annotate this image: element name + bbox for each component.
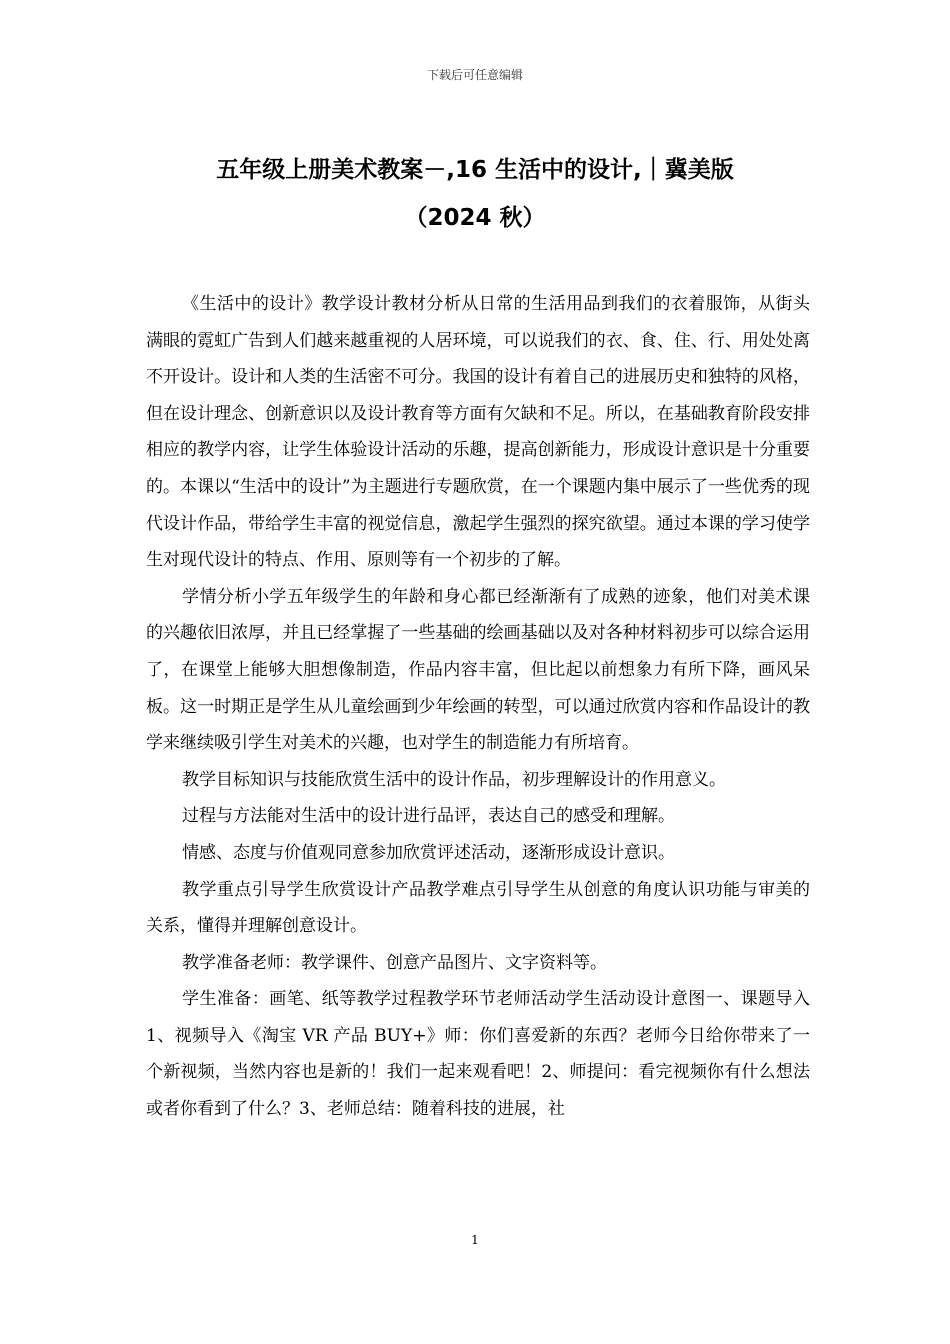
paragraph-material-analysis: 《生活中的设计》教学设计教材分析从日常的生活用品到我们的衣着服饰，从街头满眼的霓虹广告到人们越来越重视的人居环境，可以说我们的衣、食、住、行、用处处离不开设计。设计和人类的生活密不可分。我国的设计有着自己的进展历史和独特的风格，但在设计理念、创新意识以及设计教育等方面有欠缺和不足。所以，在基础教育阶段安排相应的教学内容，让学生体验设计活动的乐趣，提高创新能力，形成设计意识是十分重要的。本课以“生活中的设计”为主题进行专题欣赏，在一个课题内集中展示了一些优秀的现代设计作品，带给学生丰富的视觉信息，激起学生强烈的探究欲望。通过本课的学习使学生对现代设计的特点、作用、原则等有一个初步的了解。 xyxy=(146,294,810,571)
header-note: 下载后可任意编辑 xyxy=(426,68,523,82)
document-body xyxy=(146,286,810,1128)
paragraph-student-prep: 学生准备：画笔、纸等教学过程教学环节老师活动学生活动设计意图一、课题导入 1、视频导入《淘宝 VR 产品 BUY+》师：你们喜爱新的东西？老师今日给你带来了一个新视频，当然内容也是新的！我们一起来观看吧！2、师提问：看完视频你有什么想法或者你看到了什么？3、老师总结：随着科技的进展，社 xyxy=(146,989,810,1120)
document-subtitle: （2024 秋） xyxy=(404,205,546,231)
paragraph-teaching-goal: 教学目标知识与技能欣赏生活中的设计作品，初步理解设计的作用意义。 xyxy=(182,769,726,790)
document-title: 五年级上册美术教案－,16 生活中的设计,｜冀美版 xyxy=(216,157,734,183)
page-number: 1 xyxy=(471,1233,479,1247)
paragraph-teacher-prep: 教学准备老师：教学课件、创意产品图片、文字资料等。 xyxy=(182,952,607,973)
paragraph-process-method: 过程与方法能对生活中的设计进行品评，表达自己的感受和理解。 xyxy=(182,806,675,827)
paragraph-key-points: 教学重点引导学生欣赏设计产品教学难点引导学生从创意的角度认识功能与审美的关系，懂得并理解创意设计。 xyxy=(146,879,810,937)
paragraph-attitude-values: 情感、态度与价值观同意参加欣赏评述活动，逐渐形成设计意识。 xyxy=(182,842,675,863)
paragraph-student-analysis: 学情分析小学五年级学生的年龄和身心都已经渐渐有了成熟的迹象，他们对美术课的兴趣依旧浓厚，并且已经掌握了一些基础的绘画基础以及对各种材料初步可以综合运用了，在课堂上能够大胆想像制造，作品内容丰富，但比起以前想象力有所下降，画风呆板。这一时期正是学生从儿童绘画到少年绘画的转型，可以通过欣赏内容和作品设计的教学来继续吸引学生对美术的兴趣，也对学生的制造能力有所培育。 xyxy=(146,586,810,754)
